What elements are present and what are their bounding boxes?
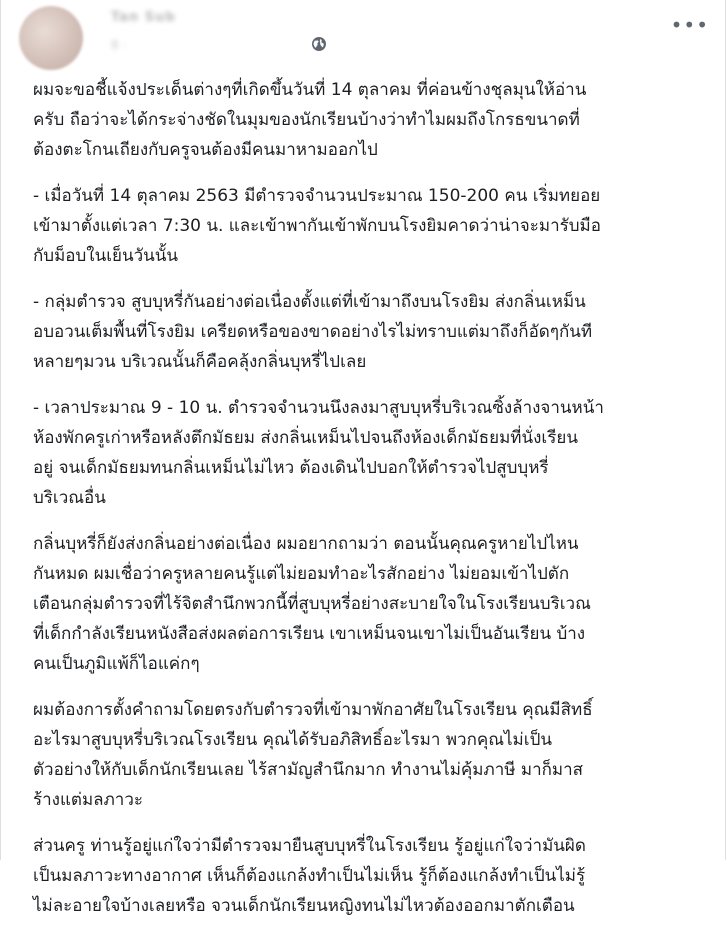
post-paragraph-7: ส่วนครู ท่านรู้อยู่แก่ใจว่ามีตำรวจมายืนสูบบุหรี่ในโรงเรียน รู้อยู่แก่ใจว่ามันผิด เป็นมลภาวะทางอากาศ เห็นก็ต้องแกล้งทำเป็นไม่เห็น รู้ก็ต้องแกล้งทำเป็นไม่รู้ ไม่ละอายใจบ้างเลยหรือ จวนเด็กนักเรียนหญิงทนไม่ไหวต้องออกมาตักเตือน — [33, 836, 586, 916]
post-paragraph-2: - เมื่อวันที่ 14 ตุลาคม 2563 มีตำรวจจำนวนประมาณ 150-200 คน เริ่มทยอย เข้ามาตั้งแต่เวลา 7:30 น. และเข้าพากันเข้าพักบนโรงยิมคาดว่าน่าจะมารับมือ กับม็อบในเย็นวันนั้น — [33, 186, 601, 266]
post-timestamp[interactable]: 8 · — [111, 38, 127, 52]
globe-icon[interactable] — [311, 36, 327, 52]
post-body — [33, 75, 723, 937]
avatar[interactable] — [19, 6, 83, 70]
post-paragraph-1: ผมจะขอชี้แจ้งประเด็นต่างๆที่เกิดขึ้นวันที่ 14 ตุลาคม ที่ค่อนข้างชุลมุนให้อ่าน ครับ ถือว่าจะได้กระจ่างชัดในมุมของนักเรียนบ้างว่าทำไมผมถึงโกรธขนาดที่ ต้องตะโกนเถียงกับครูจนต้องมีคนมาหามออกไป — [33, 80, 587, 160]
post-header — [1, 0, 725, 70]
post-paragraph-5: กลิ่นบุหรี่ก็ยังส่งกลิ่นอย่างต่อเนื่อง ผมอยากถามว่า ตอนนั้นคุณครูหายไปไหน กันหมด ผมเชื่อว่าครูหลายคนรู้แต่ไม่ยอมทำอะไรสักอย่าง ไม่ยอมเข้าไปตัก เตือนกลุ่มตำรวจที่ไร้จิตสำนึกพวกนี้ที่สูบบุหรี่อย่างสะบายใจในโรงเรียนบริเวณ ที่เด็กกำลังเรียนหนังสือส่งผลต่อการเรียน เขาเหม็นจนเขาไม่เป็นอันเรียน บ้าง คนเป็นภูมิแพ้ก็ไอแค่กๆ — [33, 534, 591, 674]
post-paragraph-4: - เวลาประมาณ 9 - 10 น. ตำรวจจำนวนนึงลงมาสูบบุหรี่บริเวณซิ้งล้างจานหน้า ห้องพักครูเก่าหรือหลังตึกมัธยม ส่งกลิ่นเหม็นไปจนถึงห้องเด็กมัธยมที่นั่งเรียน อยู่ จนเด็กมัธยมทนกลิ่นเหม็นไม่ไหว ต้องเดินไปบอกให้ตำรวจไปสูบบุหรี่ บริเวณอื่น — [33, 398, 604, 508]
author-name[interactable]: Tan Sub — [111, 10, 176, 25]
post-paragraph-6: ผมต้องการตั้งคำถามโดยตรงกับตำรวจที่เข้ามาพักอาศัยในโรงเรียน คุณมีสิทธิ์ อะไรมาสูบบุหรี่บริเวณโรงเรียน คุณได้รับอภิสิทธิ์อะไรมา พวกคุณไม่เป็น ตัวอย่างให้กับเด็กนักเรียนเลย ไร้สามัญสำนึกมาก ทำงานไม่คุ้มภาษี มาก็มาส ร้างแต่มลภาวะ — [33, 700, 593, 810]
post-paragraph-3: - กลุ่มตำรวจ สูบบุหรี่กันอย่างต่อเนื่องตั้งแต่ที่เข้ามาถึงบนโรงยิม ส่งกลิ่นเหม็น อบอวนเต็มพื้นที่โรงยิม เครียดหรือของขาดอย่างไรไม่ทราบแต่มาถึงก็อัดๆกันที หลายๆมวน บริเวณนั้นก็คือคลุ้งกลิ่นบุหรี่ไปเลย — [33, 292, 593, 372]
more-options-icon[interactable]: ••• — [670, 13, 709, 37]
